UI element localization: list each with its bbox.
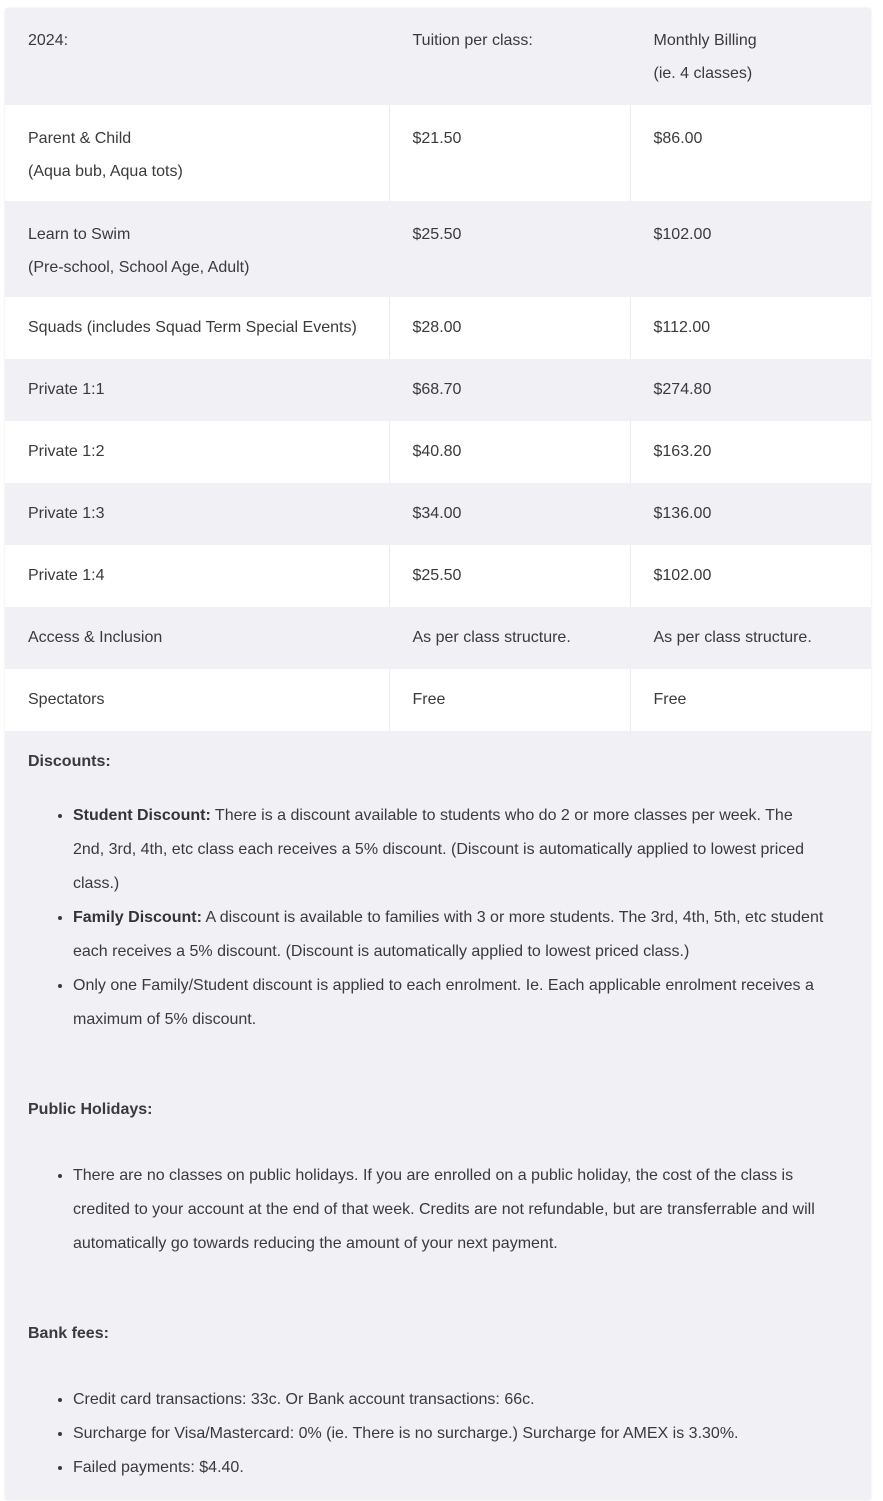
list-item: • Surcharge for Visa/Mastercard: 0% (ie. There is no surcharge.) Surcharge for AMEX is 3.30%. xyxy=(73,1417,848,1451)
class-name: Parent & Child xyxy=(28,130,132,147)
bank-fees-list xyxy=(28,1383,848,1485)
discount-text: There is a discount available to students who do 2 or more classes per week. The 2nd, 3rd, 4th, etc class each receives a 5% discount. (Discount is automatically applied to lowest priced class.) xyxy=(73,807,805,892)
class-name-cell: Private 1:3 xyxy=(5,483,389,545)
class-name-cell: Access & Inclusion xyxy=(5,607,389,669)
discounts-list xyxy=(28,799,848,1037)
tuition-cell: $28.00 xyxy=(389,297,630,359)
class-name-cell xyxy=(5,201,389,297)
monthly-cell: $112.00 xyxy=(630,297,871,359)
discount-lead: Family Discount: xyxy=(73,909,202,926)
class-name-cell: Private 1:1 xyxy=(5,359,389,421)
header-monthly xyxy=(630,8,871,105)
fee-notes xyxy=(5,745,871,1485)
class-name-cell: Squads (includes Squad Term Special Events) xyxy=(5,297,389,359)
table-row xyxy=(5,607,871,669)
list-item xyxy=(73,799,848,901)
class-name: Learn to Swim xyxy=(28,226,131,243)
list-item xyxy=(73,901,848,969)
monthly-cell: $274.80 xyxy=(630,359,871,421)
holidays-list xyxy=(28,1159,848,1261)
monthly-cell: $102.00 xyxy=(630,545,871,607)
discounts-title: Discounts: xyxy=(28,753,111,770)
table-row xyxy=(5,483,871,545)
header-year: 2024: xyxy=(5,8,389,105)
class-name-cell xyxy=(5,105,389,201)
discount-text: A discount is available to families with 3 or more students. The 3rd, 4th, 5th, etc student each receives a 5% discount. (Discount is automatically applied to lowest priced class.) xyxy=(73,909,824,960)
tuition-cell: $68.70 xyxy=(389,359,630,421)
monthly-cell: $163.20 xyxy=(630,421,871,483)
list-item xyxy=(73,969,848,1037)
fees-card xyxy=(5,8,871,1500)
table-row xyxy=(5,201,871,297)
discount-lead: Student Discount: xyxy=(73,807,211,824)
class-subtitle: (Aqua bub, Aqua tots) xyxy=(28,163,183,180)
list-item: • Failed payments: $4.40. xyxy=(73,1451,848,1485)
table-row xyxy=(5,669,871,731)
monthly-cell: $136.00 xyxy=(630,483,871,545)
header-monthly-note: (ie. 4 classes) xyxy=(653,65,753,82)
table-row xyxy=(5,105,871,201)
bank-fees-title: Bank fees: xyxy=(28,1325,109,1342)
monthly-cell: $86.00 xyxy=(630,105,871,201)
header-monthly-label: Monthly Billing xyxy=(653,32,757,49)
class-name-cell: Spectators xyxy=(5,669,389,731)
list-item: • There are no classes on public holidays. If you are enrolled on a public holiday, the cost of the class is credited to your account at the end of that week. Credits are not refundable, but are transferrable and will automatically go towards reducing the amount of your next payment. xyxy=(73,1159,848,1261)
discount-text: Only one Family/Student discount is applied to each enrolment. Ie. Each applicable enrolment receives a maximum of 5% discount. xyxy=(73,977,814,1028)
monthly-cell: As per class structure. xyxy=(630,607,871,669)
tuition-cell: $21.50 xyxy=(389,105,630,201)
table-row xyxy=(5,545,871,607)
tuition-cell: $25.50 xyxy=(389,201,630,297)
tuition-cell: As per class structure. xyxy=(389,607,630,669)
table-header-row xyxy=(5,8,871,105)
header-tuition: Tuition per class: xyxy=(389,8,630,105)
class-subtitle: (Pre-school, School Age, Adult) xyxy=(28,259,250,276)
tuition-cell: Free xyxy=(389,669,630,731)
tuition-cell: $40.80 xyxy=(389,421,630,483)
tuition-cell: $34.00 xyxy=(389,483,630,545)
class-name-cell: Private 1:2 xyxy=(5,421,389,483)
class-name-cell: Private 1:4 xyxy=(5,545,389,607)
holidays-title: Public Holidays: xyxy=(28,1101,153,1118)
tuition-cell: $25.50 xyxy=(389,545,630,607)
list-item: • Credit card transactions: 33c. Or Bank account transactions: 66c. xyxy=(73,1383,848,1417)
fees-table xyxy=(5,8,871,731)
table-row xyxy=(5,297,871,359)
monthly-cell: $102.00 xyxy=(630,201,871,297)
table-row xyxy=(5,421,871,483)
table-row xyxy=(5,359,871,421)
monthly-cell: Free xyxy=(630,669,871,731)
